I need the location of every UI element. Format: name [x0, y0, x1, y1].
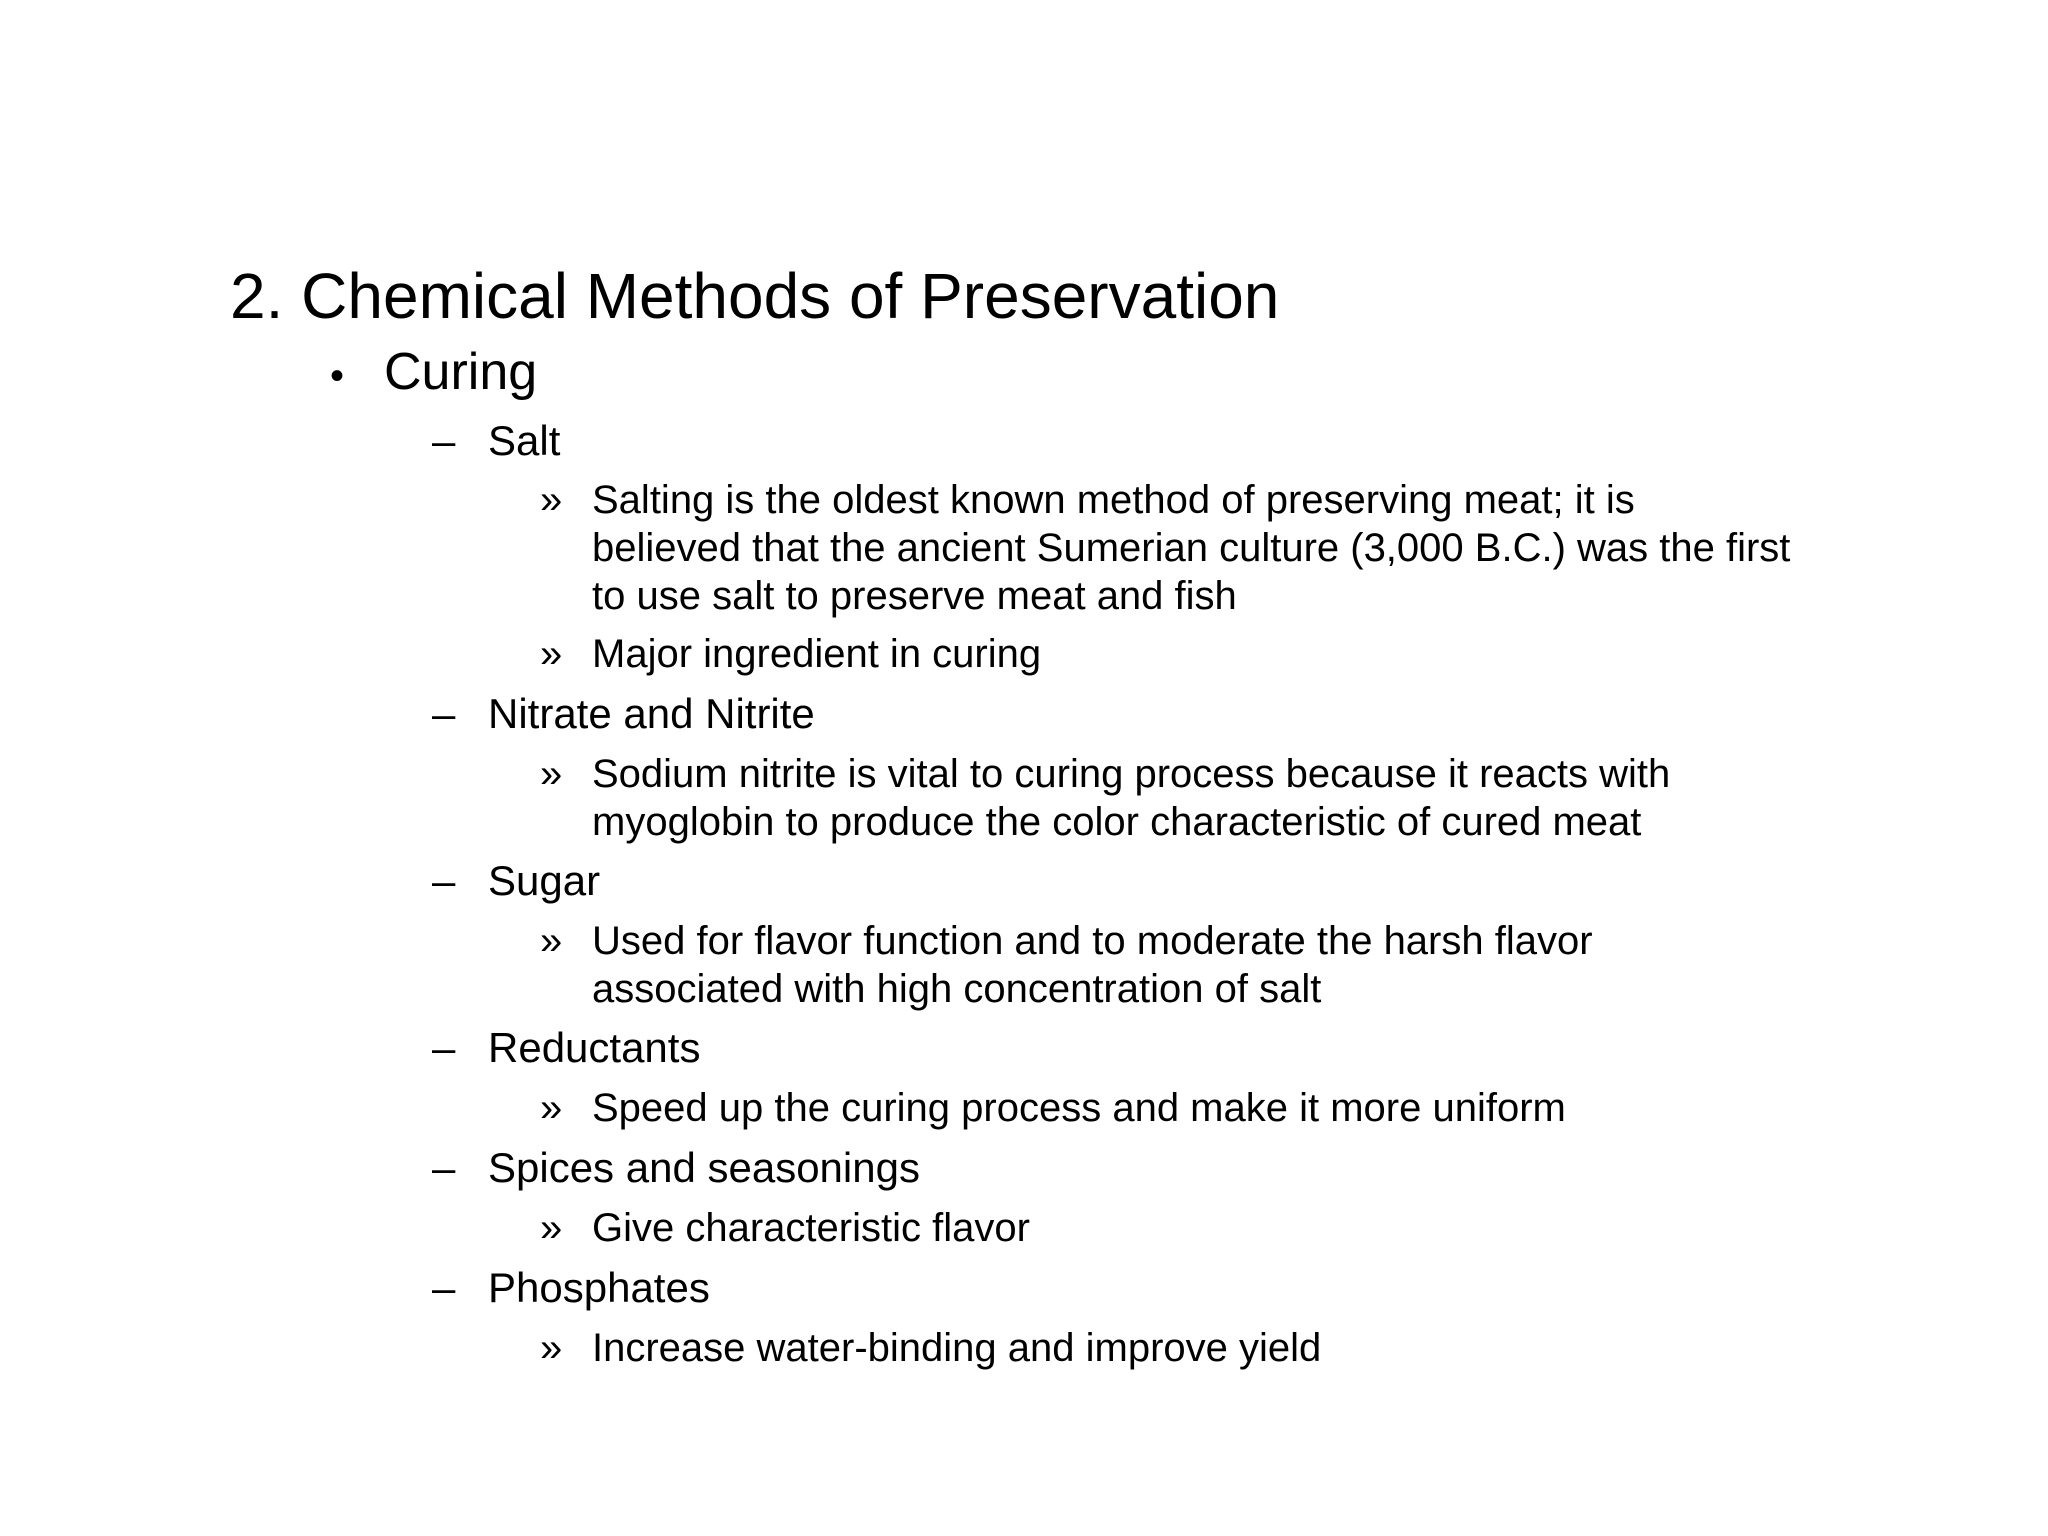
section-heading-label: Phosphates	[488, 1264, 710, 1311]
dash-icon: –	[432, 1024, 456, 1071]
raquo-icon: »	[540, 1086, 563, 1130]
section-point	[540, 630, 1960, 678]
dash-icon: –	[432, 690, 456, 737]
dash-icon: –	[432, 417, 456, 464]
raquo-icon: »	[540, 1206, 563, 1250]
raquo-icon: »	[540, 1326, 563, 1370]
dash-icon: –	[432, 857, 456, 904]
section-heading-label: Sugar	[488, 857, 601, 904]
section-point	[540, 1204, 1960, 1252]
section-point-text: Major ingredient in curing	[592, 632, 1042, 676]
section-heading-label: Reductants	[488, 1024, 701, 1071]
section-point-text: Give characteristic flavor	[592, 1206, 1030, 1250]
raquo-icon: »	[540, 752, 563, 796]
topic-bullet	[330, 340, 538, 408]
section-point	[540, 1324, 1960, 1372]
dash-icon: –	[432, 1264, 456, 1311]
raquo-icon: »	[540, 919, 563, 963]
section-point	[540, 476, 1960, 620]
section-point-text: Increase water-binding and improve yield	[592, 1326, 1322, 1370]
raquo-icon: »	[540, 632, 563, 676]
section-point-text: Sodium nitrite is vital to curing process because it reacts with myoglobin to produce the color characteristic of cured meat	[592, 752, 1671, 844]
section-point-text: Speed up the curing process and make it more uniform	[592, 1086, 1566, 1130]
section-heading-label: Nitrate and Nitrite	[488, 690, 815, 737]
section-point	[540, 750, 1960, 846]
slide-title: 2. Chemical Methods of Preservation	[230, 260, 1280, 332]
topic-label: Curing	[384, 343, 538, 401]
section-point-text: Salting is the oldest known method of preserving meat; it is believed that the ancient Sumerian culture (3,000 B.C.) was the first to use salt to preserve meat and fish	[592, 478, 1791, 618]
section-point	[540, 917, 1960, 1013]
section-point	[540, 1084, 1960, 1132]
bullet-icon: •	[330, 354, 345, 398]
dash-icon: –	[432, 1144, 456, 1191]
section-heading-label: Salt	[488, 417, 561, 464]
raquo-icon: »	[540, 478, 563, 522]
section-heading-label: Spices and seasonings	[488, 1144, 920, 1191]
section-point-text: Used for flavor function and to moderate the harsh flavor associated with high concentration of salt	[592, 919, 1593, 1011]
